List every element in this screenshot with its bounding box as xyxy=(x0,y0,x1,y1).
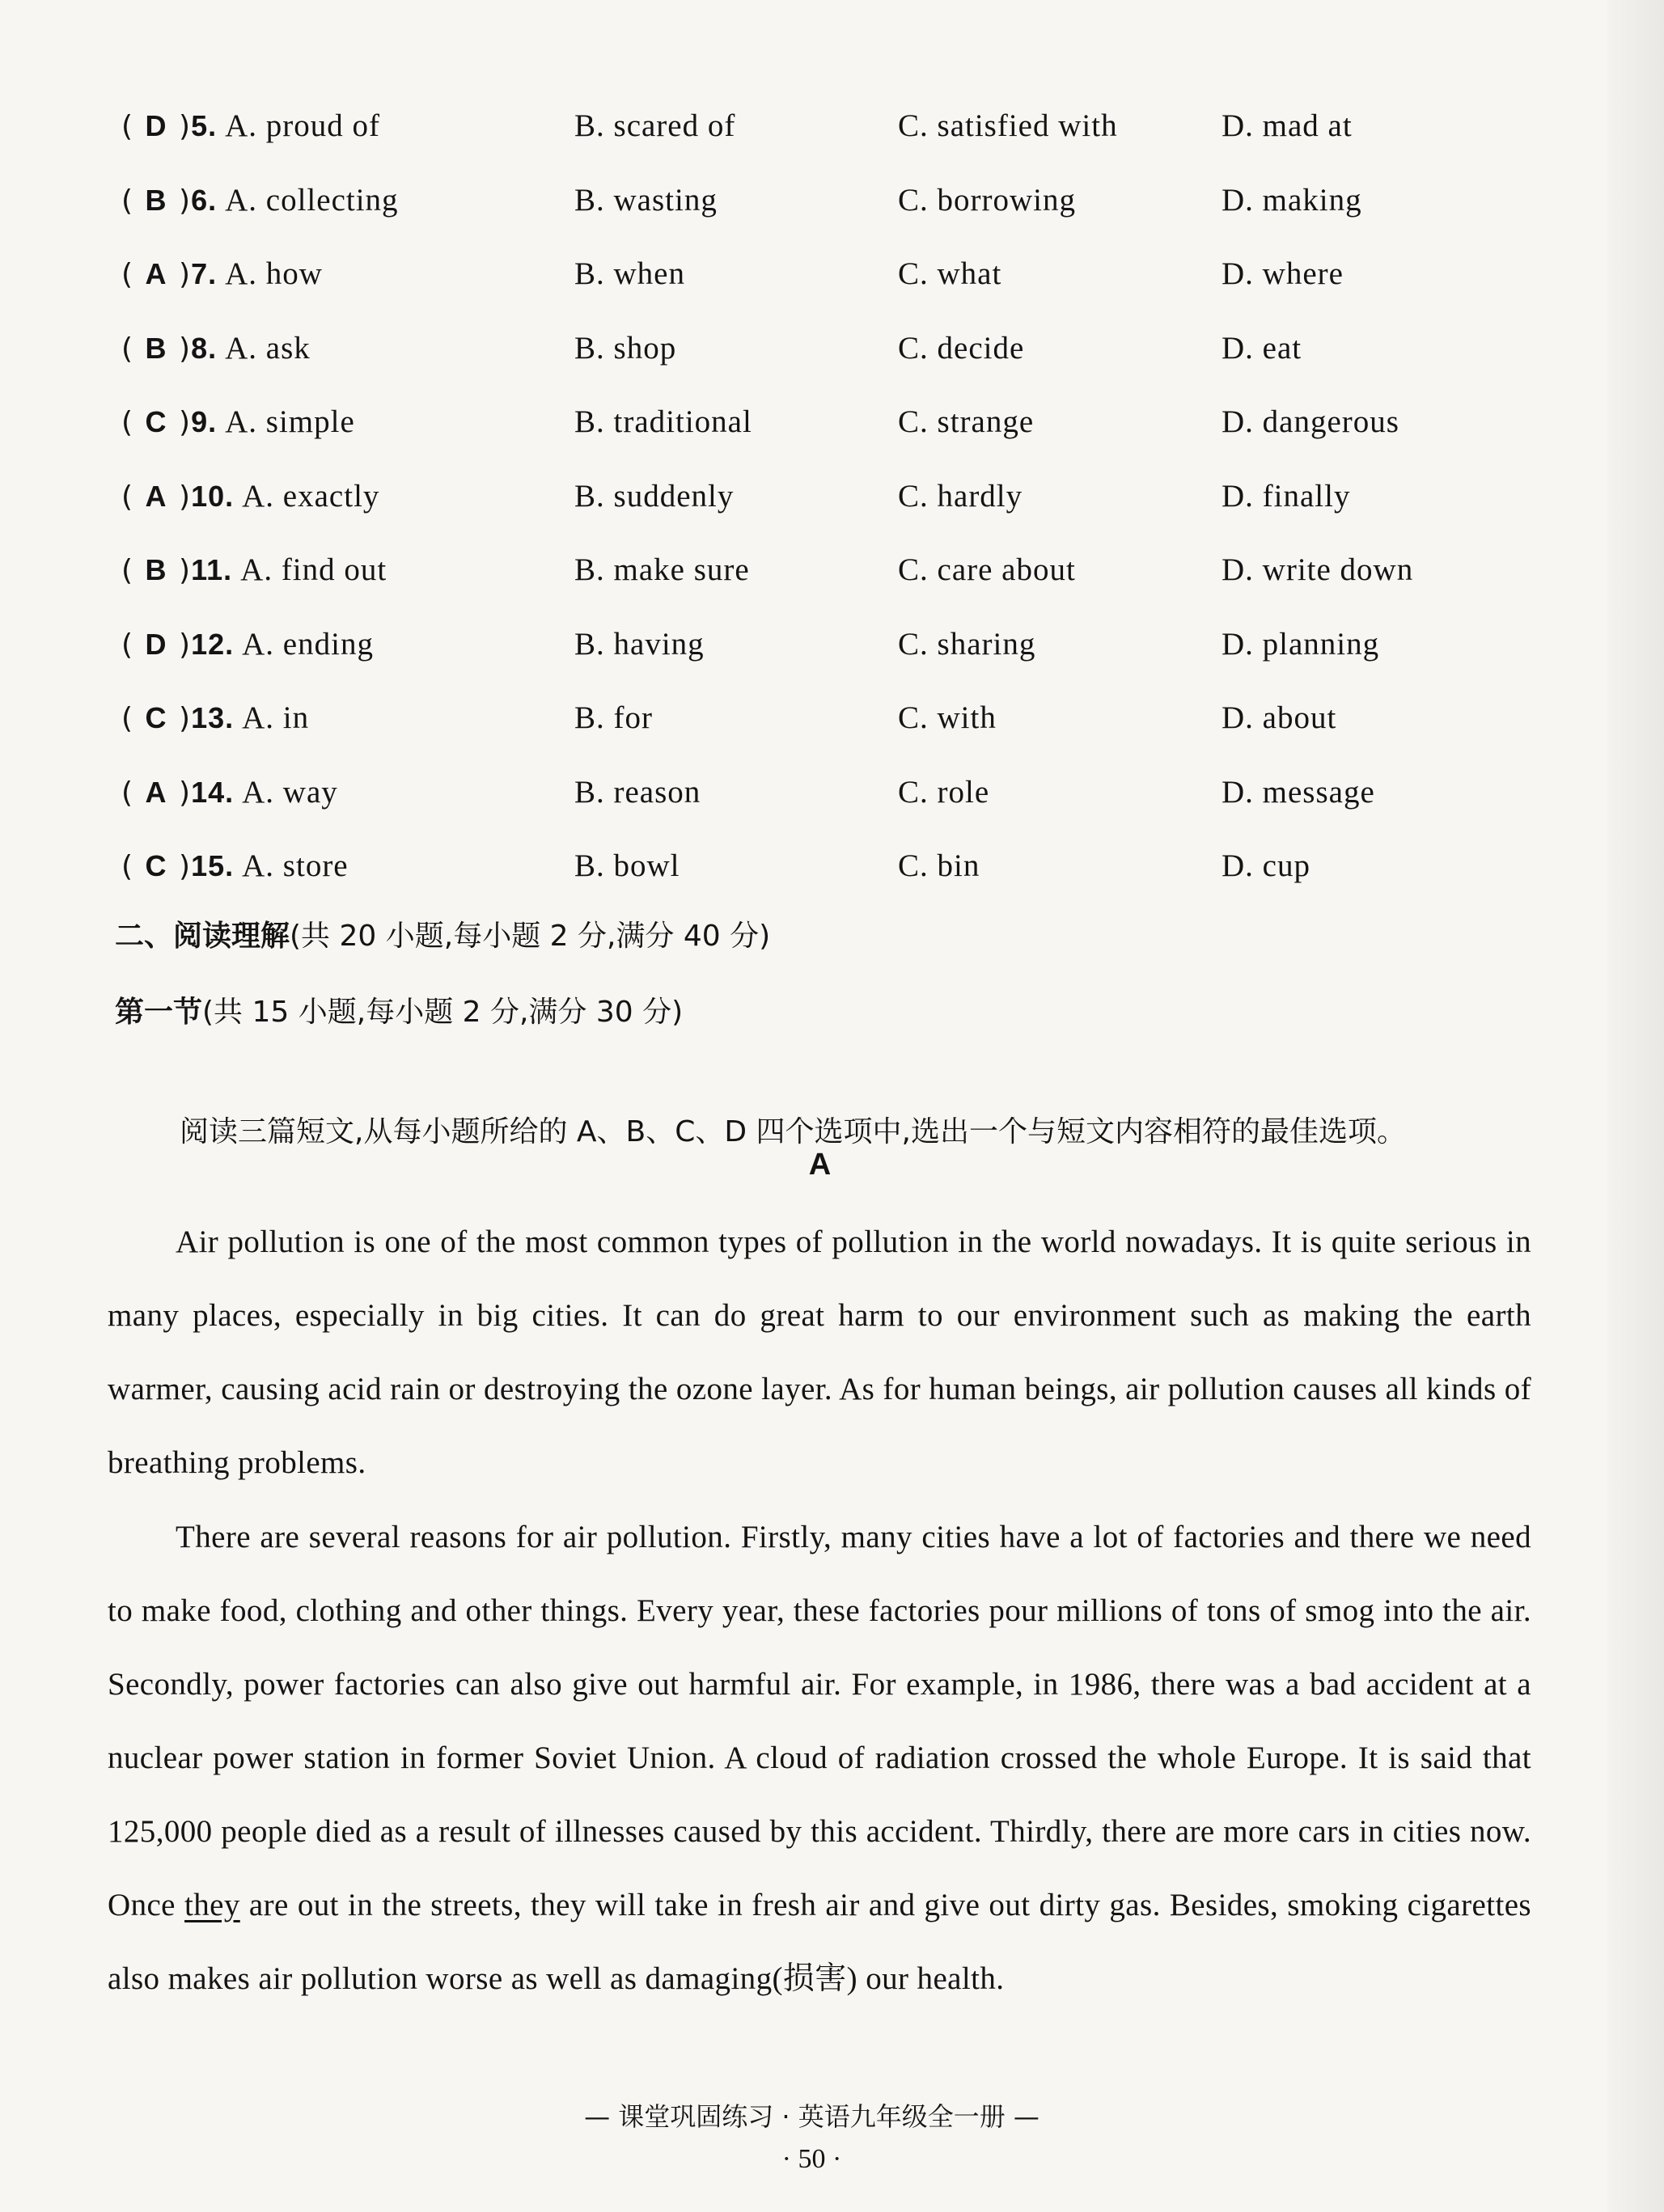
option-a: A. how xyxy=(225,256,323,291)
option-a: A. proud of xyxy=(225,108,381,143)
answer-letter: D xyxy=(145,627,167,661)
close-paren: ) xyxy=(179,628,192,662)
question-row xyxy=(113,768,1537,842)
open-paren: ( xyxy=(121,110,134,143)
instruction-text: 阅读三篇短文,从每小题所给的 A、B、C、D 四个选项中,选出一个与短文内容相符的最佳选项。 xyxy=(180,1115,1406,1148)
part-detail: (共 15 小题,每小题 2 分,满分 30 分) xyxy=(202,996,684,1029)
question-head xyxy=(121,768,338,818)
option-d: D. eat xyxy=(1222,330,1302,366)
open-paren: ( xyxy=(121,850,134,883)
question-number: 14. xyxy=(191,775,235,809)
question-number: 12. xyxy=(191,627,235,661)
option-d: D. cup xyxy=(1222,848,1310,883)
open-paren: ( xyxy=(121,554,134,587)
part-heading xyxy=(115,990,683,1035)
answer-letter: D xyxy=(145,109,167,142)
question-row xyxy=(113,472,1537,546)
option-b: B. bowl xyxy=(574,848,680,883)
question-row xyxy=(113,101,1537,176)
option-c: C. strange xyxy=(898,404,1035,439)
question-head xyxy=(121,693,309,744)
question-number: 5. xyxy=(191,109,218,142)
option-d: D. where xyxy=(1222,256,1344,291)
answer-letter: C xyxy=(145,405,167,438)
option-c: C. role xyxy=(898,774,990,810)
question-number: 7. xyxy=(191,257,218,290)
question-head xyxy=(121,249,323,300)
option-c: C. with xyxy=(898,700,997,735)
page-edge xyxy=(1607,0,1664,2212)
question-head xyxy=(121,472,379,522)
option-a: A. way xyxy=(242,774,338,810)
passage-title: A xyxy=(808,1148,832,1182)
close-paren: ) xyxy=(179,406,192,439)
close-paren: ) xyxy=(179,554,192,587)
question-head xyxy=(121,620,374,670)
open-paren: ( xyxy=(121,628,134,662)
close-paren: ) xyxy=(179,110,192,143)
question-head xyxy=(121,841,349,892)
answer-letter: A xyxy=(145,479,167,513)
part-title: 第一节 xyxy=(115,996,203,1029)
close-paren: ) xyxy=(179,258,192,291)
option-a: A. simple xyxy=(225,404,355,439)
option-c: C. borrowing xyxy=(898,182,1076,218)
option-d: D. message xyxy=(1222,774,1375,810)
option-a: A. store xyxy=(242,848,349,883)
open-paren: ( xyxy=(121,258,134,291)
question-number: 11. xyxy=(191,553,233,586)
option-c: C. bin xyxy=(898,848,980,883)
question-number: 15. xyxy=(191,849,235,882)
page-number: · 50 · xyxy=(781,2144,842,2174)
close-paren: ) xyxy=(179,480,192,514)
paragraph-2-end: are out in the streets, they will take in fresh air and give out dirty gas. Besides, smoking cigarettes also makes air pollution worse as well as damaging(损害) our health. xyxy=(108,1888,1531,1996)
option-c: C. care about xyxy=(898,552,1076,587)
option-b: B. suddenly xyxy=(574,478,735,514)
question-row xyxy=(113,324,1537,398)
option-b: B. for xyxy=(574,700,653,735)
option-a: A. find out xyxy=(240,552,387,587)
answer-letter: C xyxy=(145,701,167,734)
question-head xyxy=(121,324,311,374)
open-paren: ( xyxy=(121,332,134,366)
question-number: 8. xyxy=(191,331,218,365)
question-row xyxy=(113,249,1537,324)
question-list xyxy=(113,101,1537,916)
question-head xyxy=(121,545,387,596)
underlined-word: they xyxy=(184,1888,240,1922)
option-c: C. what xyxy=(898,256,1002,291)
question-head xyxy=(121,176,399,226)
option-b: B. traditional xyxy=(574,404,752,439)
option-d: D. write down xyxy=(1222,552,1414,587)
answer-letter: B xyxy=(145,183,167,217)
option-b: B. when xyxy=(574,256,685,291)
question-row xyxy=(113,841,1537,916)
close-paren: ) xyxy=(179,184,192,218)
question-number: 9. xyxy=(191,405,218,438)
option-d: D. mad at xyxy=(1222,108,1353,143)
question-number: 6. xyxy=(191,183,218,217)
open-paren: ( xyxy=(121,480,134,514)
passage-paragraph-1: Air pollution is one of the most common types of pollution in the world nowadays. It is quite serious in many places, especially in big cities. It can do great harm to our environment such as making the earth warmer, causing acid rain or destroying the ozone layer. As for human beings, air pollution causes all kinds of breathing problems. xyxy=(108,1224,1531,1480)
section-title: 二、阅读理解 xyxy=(115,920,290,953)
option-b: B. make sure xyxy=(574,552,750,587)
option-a: A. ending xyxy=(242,626,374,662)
question-row xyxy=(113,176,1537,250)
open-paren: ( xyxy=(121,776,134,810)
option-d: D. making xyxy=(1222,182,1362,218)
answer-letter: A xyxy=(145,257,167,290)
close-paren: ) xyxy=(179,702,192,735)
option-b: B. shop xyxy=(574,330,677,366)
option-c: C. satisfied with xyxy=(898,108,1118,143)
answer-letter: B xyxy=(145,331,167,365)
option-c: C. sharing xyxy=(898,626,1036,662)
close-paren: ) xyxy=(179,850,192,883)
option-b: B. reason xyxy=(574,774,701,810)
option-b: B. scared of xyxy=(574,108,736,143)
section-heading xyxy=(115,914,770,959)
option-b: B. wasting xyxy=(574,182,718,218)
paragraph-2-start: There are several reasons for air pollution. Firstly, many cities have a lot of factories and there we need to make food, clothing and other things. Every year, these factories pour millions of tons of smog into the air. Secondly, power factories can also give out harmful air. For example, in 1986, there was a bad accident at a nuclear power station in former Soviet Union. A cloud of radiation crossed the whole Europe. It is said that 125,000 people died as a result of illnesses caused by this accident. Thirdly, there are more cars in cities now. Once xyxy=(108,1520,1531,1922)
question-head xyxy=(121,101,380,152)
option-d: D. dangerous xyxy=(1222,404,1399,439)
option-a: A. collecting xyxy=(225,182,399,218)
question-number: 13. xyxy=(191,701,235,734)
question-number: 10. xyxy=(191,479,235,513)
answer-letter: A xyxy=(145,775,167,809)
open-paren: ( xyxy=(121,184,134,218)
footer-book-title: — 课堂巩固练习 · 英语九年级全一册 — xyxy=(584,2101,1039,2132)
option-a: A. ask xyxy=(225,330,311,366)
option-a: A. in xyxy=(242,700,310,735)
open-paren: ( xyxy=(121,702,134,735)
question-row xyxy=(113,620,1537,694)
option-c: C. decide xyxy=(898,330,1025,366)
question-row xyxy=(113,545,1537,620)
option-c: C. hardly xyxy=(898,478,1023,514)
question-row xyxy=(113,397,1537,472)
close-paren: ) xyxy=(179,776,192,810)
open-paren: ( xyxy=(121,406,134,439)
question-head xyxy=(121,397,355,448)
section-detail: (共 20 小题,每小题 2 分,满分 40 分) xyxy=(290,920,771,953)
option-d: D. finally xyxy=(1222,478,1351,514)
option-d: D. planning xyxy=(1222,626,1380,662)
passage-paragraph-2 xyxy=(108,1500,1531,2015)
option-b: B. having xyxy=(574,626,705,662)
option-d: D. about xyxy=(1222,700,1337,735)
answer-letter: C xyxy=(145,849,167,882)
close-paren: ) xyxy=(179,332,192,366)
option-a: A. exactly xyxy=(242,478,380,514)
answer-letter: B xyxy=(145,553,167,586)
question-row xyxy=(113,693,1537,768)
